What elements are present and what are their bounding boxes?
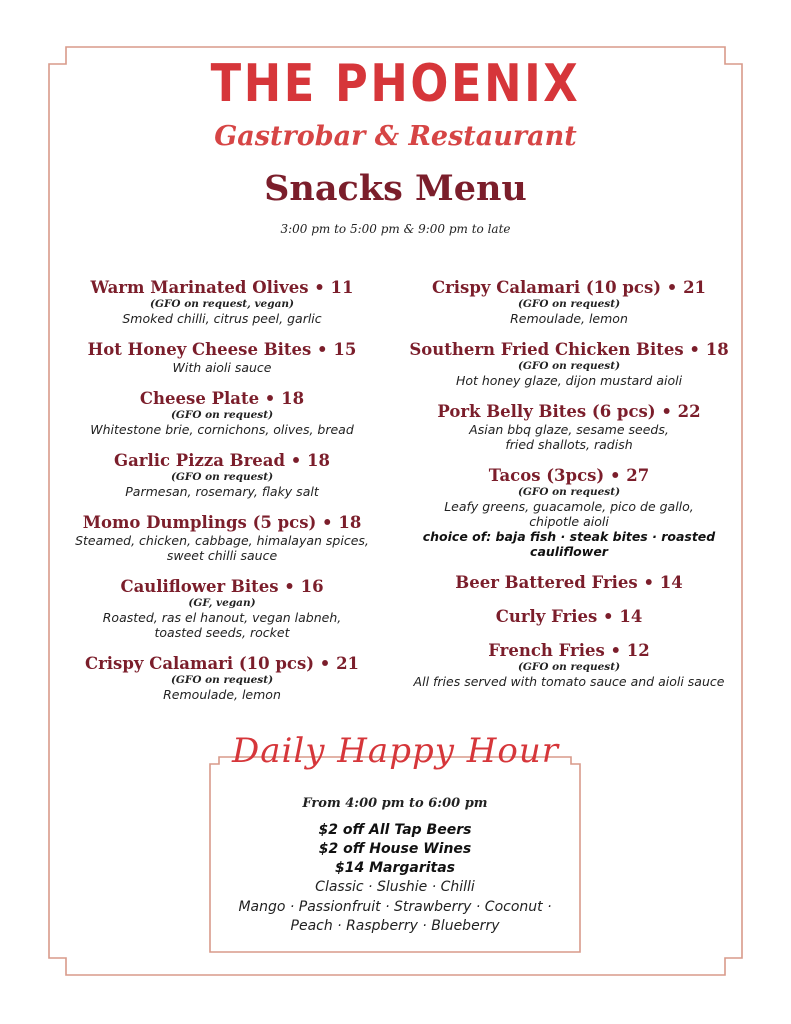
menu-hours: 3:00 pm to 5:00 pm & 9:00 pm to late [280, 222, 511, 236]
item-note: (GFO on request) [517, 661, 621, 673]
item-description: All fries served with tomato sauce and aioli sauce [413, 674, 725, 689]
item-name: French Fries • 12 [488, 641, 650, 660]
menu-item [62, 388, 382, 437]
menu-item [62, 653, 382, 702]
item-name: Beer Battered Fries • 14 [455, 573, 683, 592]
item-name: Pork Belly Bites (6 pcs) • 22 [437, 402, 701, 421]
item-note: (GFO on request) [170, 674, 274, 686]
margarita-flavours: Mango · Passionfruit · Strawberry · Coconut · [238, 898, 552, 915]
item-description: sweet chilli sauce [166, 548, 278, 563]
item-description: Parmesan, rosemary, flaky salt [125, 484, 319, 499]
item-description: Asian bbq glaze, sesame seeds, [469, 422, 669, 437]
menu-item [408, 277, 730, 326]
item-name: Hot Honey Cheese Bites • 15 [87, 340, 357, 359]
item-description: Hot honey glaze, dijon mustard aioli [455, 373, 683, 388]
menu-title: Snacks Menu [264, 168, 527, 209]
item-note: (GF, vegan) [188, 597, 256, 609]
item-description: Roasted, ras el hanout, vegan labneh, [102, 610, 342, 625]
item-note: (GFO on request) [170, 471, 274, 483]
menu-item [408, 640, 730, 689]
item-name: Warm Marinated Olives • 11 [90, 278, 354, 297]
happy-hour-deal: $14 Margaritas [334, 860, 456, 876]
happy-hour-time: From 4:00 pm to 6:00 pm [302, 796, 488, 811]
item-note: (GFO on request) [517, 298, 621, 310]
item-description: Whitestone brie, cornichons, olives, bread [90, 422, 354, 437]
menu-item [62, 512, 382, 563]
item-name: Cheese Plate • 18 [139, 389, 305, 408]
item-choice: cauliflower [530, 544, 608, 559]
menu-item [408, 339, 730, 388]
item-name: Curly Fries • 14 [495, 607, 643, 626]
happy-hour-deal: $2 off House Wines [318, 841, 472, 857]
item-note: (GFO on request) [170, 409, 274, 421]
item-name: Momo Dumplings (5 pcs) • 18 [82, 513, 362, 532]
brand-logo: THE PHOENIX [210, 54, 581, 114]
item-description: Steamed, chicken, cabbage, himalayan spices, [75, 533, 369, 548]
item-description: Remoulade, lemon [510, 311, 628, 326]
menu-item [408, 401, 730, 452]
item-name: Crispy Calamari (10 pcs) • 21 [84, 654, 360, 673]
item-description: Remoulade, lemon [163, 687, 281, 702]
restaurant-subtitle: Gastrobar & Restaurant [214, 121, 577, 152]
item-description: Leafy greens, guacamole, pico de gallo, [444, 499, 694, 514]
item-note: (GFO on request, vegan) [150, 298, 294, 310]
item-description: chipotle aioli [529, 514, 609, 529]
menu-item [62, 576, 382, 640]
item-note: (GFO on request) [517, 360, 621, 372]
item-name: Garlic Pizza Bread • 18 [113, 451, 330, 470]
menu-item [62, 277, 382, 326]
right-menu-column [408, 277, 730, 702]
left-menu-column [62, 277, 382, 715]
menu-item [62, 450, 382, 499]
menu-item [408, 606, 730, 627]
item-name: Cauliflower Bites • 16 [120, 577, 324, 596]
happy-hour-title: Daily Happy Hour [231, 731, 560, 771]
happy-hour-deal: $2 off All Tap Beers [318, 822, 472, 838]
menu-item [62, 339, 382, 375]
item-name: Crispy Calamari (10 pcs) • 21 [431, 278, 707, 297]
margarita-flavours: Classic · Slushie · Chilli [315, 879, 475, 895]
item-name: Southern Fried Chicken Bites • 18 [409, 340, 729, 359]
margarita-flavours: Peach · Raspberry · Blueberry [290, 918, 500, 934]
item-description: fried shallots, radish [505, 437, 633, 452]
item-choice: choice of: baja fish · steak bites · roasted [422, 529, 716, 544]
menu-item [408, 572, 730, 593]
menu-item [408, 465, 730, 559]
item-description: Smoked chilli, citrus peel, garlic [122, 311, 322, 326]
item-note: (GFO on request) [517, 486, 621, 498]
item-name: Tacos (3pcs) • 27 [488, 466, 650, 485]
happy-hour-content [209, 796, 581, 937]
item-description: toasted seeds, rocket [154, 625, 290, 640]
item-description: With aioli sauce [172, 360, 272, 375]
